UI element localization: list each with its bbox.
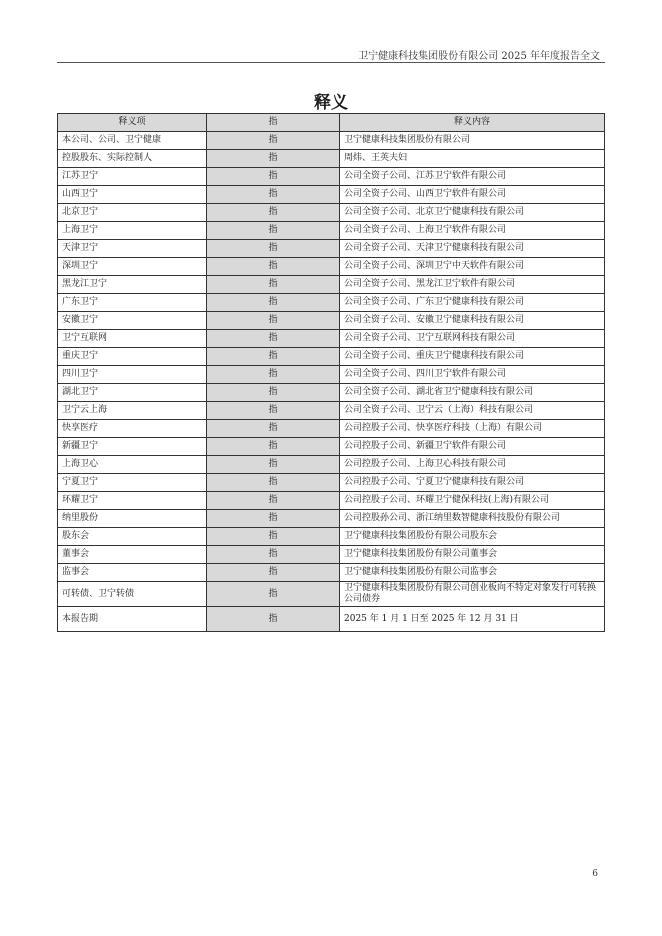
ref-cell: 指 — [207, 312, 340, 330]
header-divider — [57, 62, 605, 63]
table-row — [58, 492, 605, 510]
table-header-row — [58, 114, 605, 132]
table-row — [58, 348, 605, 366]
ref-cell: 指 — [207, 258, 340, 276]
ref-cell: 指 — [207, 564, 340, 582]
table-row — [58, 438, 605, 456]
content-cell: 卫宁健康科技集团股份有限公司监事会 — [340, 564, 605, 582]
table-row — [58, 420, 605, 438]
ref-cell: 指 — [207, 510, 340, 528]
term-cell: 控股股东、实际控制人 — [58, 150, 207, 168]
term-cell: 北京卫宁 — [58, 204, 207, 222]
term-cell: 安徽卫宁 — [58, 312, 207, 330]
page-number: 6 — [592, 869, 598, 879]
ref-cell: 指 — [207, 186, 340, 204]
term-cell: 天津卫宁 — [58, 240, 207, 258]
ref-cell: 指 — [207, 546, 340, 564]
table-body — [58, 132, 605, 632]
table-row — [58, 366, 605, 384]
column-header-ref: 指 — [207, 114, 340, 132]
ref-cell: 指 — [207, 222, 340, 240]
term-cell: 上海卫心 — [58, 456, 207, 474]
ref-cell: 指 — [207, 420, 340, 438]
content-cell: 公司全资子公司、北京卫宁健康科技有限公司 — [340, 204, 605, 222]
ref-cell: 指 — [207, 456, 340, 474]
ref-cell: 指 — [207, 276, 340, 294]
term-cell: 卫宁互联网 — [58, 330, 207, 348]
table-row — [58, 240, 605, 258]
term-cell: 深圳卫宁 — [58, 258, 207, 276]
definitions-table — [57, 113, 605, 632]
term-cell: 重庆卫宁 — [58, 348, 207, 366]
term-cell: 环耀卫宁 — [58, 492, 207, 510]
term-cell: 快享医疗 — [58, 420, 207, 438]
ref-cell: 指 — [207, 168, 340, 186]
table-row — [58, 294, 605, 312]
ref-cell: 指 — [207, 438, 340, 456]
ref-cell: 指 — [207, 492, 340, 510]
ref-cell: 指 — [207, 474, 340, 492]
content-cell: 卫宁健康科技集团股份有限公司董事会 — [340, 546, 605, 564]
table-row — [58, 168, 605, 186]
ref-cell: 指 — [207, 150, 340, 168]
content-cell: 公司全资子公司、卫宁互联网科技有限公司 — [340, 330, 605, 348]
ref-cell: 指 — [207, 330, 340, 348]
column-header-term: 释义项 — [58, 114, 207, 132]
table-row — [58, 312, 605, 330]
column-header-content: 释义内容 — [340, 114, 605, 132]
content-cell: 2025 年 1 月 1 日至 2025 年 12 月 31 日 — [340, 607, 605, 632]
content-cell: 卫宁健康科技集团股份有限公司创业板向不特定对象发行可转换公司债券 — [340, 582, 605, 607]
table-row — [58, 474, 605, 492]
content-cell: 公司全资子公司、黑龙江卫宁软件有限公司 — [340, 276, 605, 294]
table-row — [58, 204, 605, 222]
content-cell: 公司全资子公司、安徽卫宁健康科技有限公司 — [340, 312, 605, 330]
term-cell: 江苏卫宁 — [58, 168, 207, 186]
page-title: 释义 — [314, 93, 348, 113]
ref-cell: 指 — [207, 528, 340, 546]
term-cell: 纳里股份 — [58, 510, 207, 528]
term-cell: 新疆卫宁 — [58, 438, 207, 456]
table-row — [58, 510, 605, 528]
content-cell: 公司控股孙公司、浙江纳里数智健康科技股份有限公司 — [340, 510, 605, 528]
content-cell: 公司全资子公司、山西卫宁软件有限公司 — [340, 186, 605, 204]
term-cell: 本公司、公司、卫宁健康 — [58, 132, 207, 150]
content-cell: 周炜、王英夫妇 — [340, 150, 605, 168]
ref-cell: 指 — [207, 582, 340, 607]
table-row — [58, 607, 605, 632]
term-cell: 湖北卫宁 — [58, 384, 207, 402]
content-cell: 公司控股子公司、新疆卫宁软件有限公司 — [340, 438, 605, 456]
term-cell: 股东会 — [58, 528, 207, 546]
table-row — [58, 186, 605, 204]
ref-cell: 指 — [207, 607, 340, 632]
term-cell: 上海卫宁 — [58, 222, 207, 240]
content-cell: 公司全资子公司、江苏卫宁软件有限公司 — [340, 168, 605, 186]
content-cell: 公司全资子公司、广东卫宁健康科技有限公司 — [340, 294, 605, 312]
ref-cell: 指 — [207, 366, 340, 384]
term-cell: 山西卫宁 — [58, 186, 207, 204]
term-cell: 可转债、卫宁转债 — [58, 582, 207, 607]
content-cell: 公司全资子公司、重庆卫宁健康科技有限公司 — [340, 348, 605, 366]
table-row — [58, 258, 605, 276]
content-cell: 公司全资子公司、上海卫宁软件有限公司 — [340, 222, 605, 240]
term-cell: 本报告期 — [58, 607, 207, 632]
content-cell: 公司控股子公司、宁夏卫宁健康科技有限公司 — [340, 474, 605, 492]
content-cell: 公司全资子公司、天津卫宁健康科技有限公司 — [340, 240, 605, 258]
term-cell: 卫宁云上海 — [58, 402, 207, 420]
table-row — [58, 546, 605, 564]
table-row — [58, 276, 605, 294]
table-row — [58, 582, 605, 607]
ref-cell: 指 — [207, 294, 340, 312]
content-cell: 公司控股子公司、环耀卫宁健保科技(上海)有限公司 — [340, 492, 605, 510]
table-row — [58, 150, 605, 168]
term-cell: 四川卫宁 — [58, 366, 207, 384]
content-cell: 公司控股子公司、上海卫心科技有限公司 — [340, 456, 605, 474]
report-header: 卫宁健康科技集团股份有限公司 2025 年年度报告全文 — [358, 51, 600, 62]
table-row — [58, 222, 605, 240]
term-cell: 黑龙江卫宁 — [58, 276, 207, 294]
table-row — [58, 564, 605, 582]
term-cell: 监事会 — [58, 564, 207, 582]
content-cell: 卫宁健康科技集团股份有限公司股东会 — [340, 528, 605, 546]
content-cell: 公司全资子公司、卫宁云（上海）科技有限公司 — [340, 402, 605, 420]
ref-cell: 指 — [207, 348, 340, 366]
ref-cell: 指 — [207, 402, 340, 420]
ref-cell: 指 — [207, 204, 340, 222]
content-cell: 公司全资子公司、深圳卫宁中天软件有限公司 — [340, 258, 605, 276]
ref-cell: 指 — [207, 240, 340, 258]
ref-cell: 指 — [207, 384, 340, 402]
table-row — [58, 384, 605, 402]
term-cell: 董事会 — [58, 546, 207, 564]
table-row — [58, 402, 605, 420]
content-cell: 卫宁健康科技集团股份有限公司 — [340, 132, 605, 150]
table-row — [58, 132, 605, 150]
ref-cell: 指 — [207, 132, 340, 150]
term-cell: 广东卫宁 — [58, 294, 207, 312]
table-row — [58, 456, 605, 474]
term-cell: 宁夏卫宁 — [58, 474, 207, 492]
content-cell: 公司控股子公司、快享医疗科技（上海）有限公司 — [340, 420, 605, 438]
content-cell: 公司全资子公司、湖北省卫宁健康科技有限公司 — [340, 384, 605, 402]
table-row — [58, 528, 605, 546]
table-row — [58, 330, 605, 348]
content-cell: 公司全资子公司、四川卫宁软件有限公司 — [340, 366, 605, 384]
